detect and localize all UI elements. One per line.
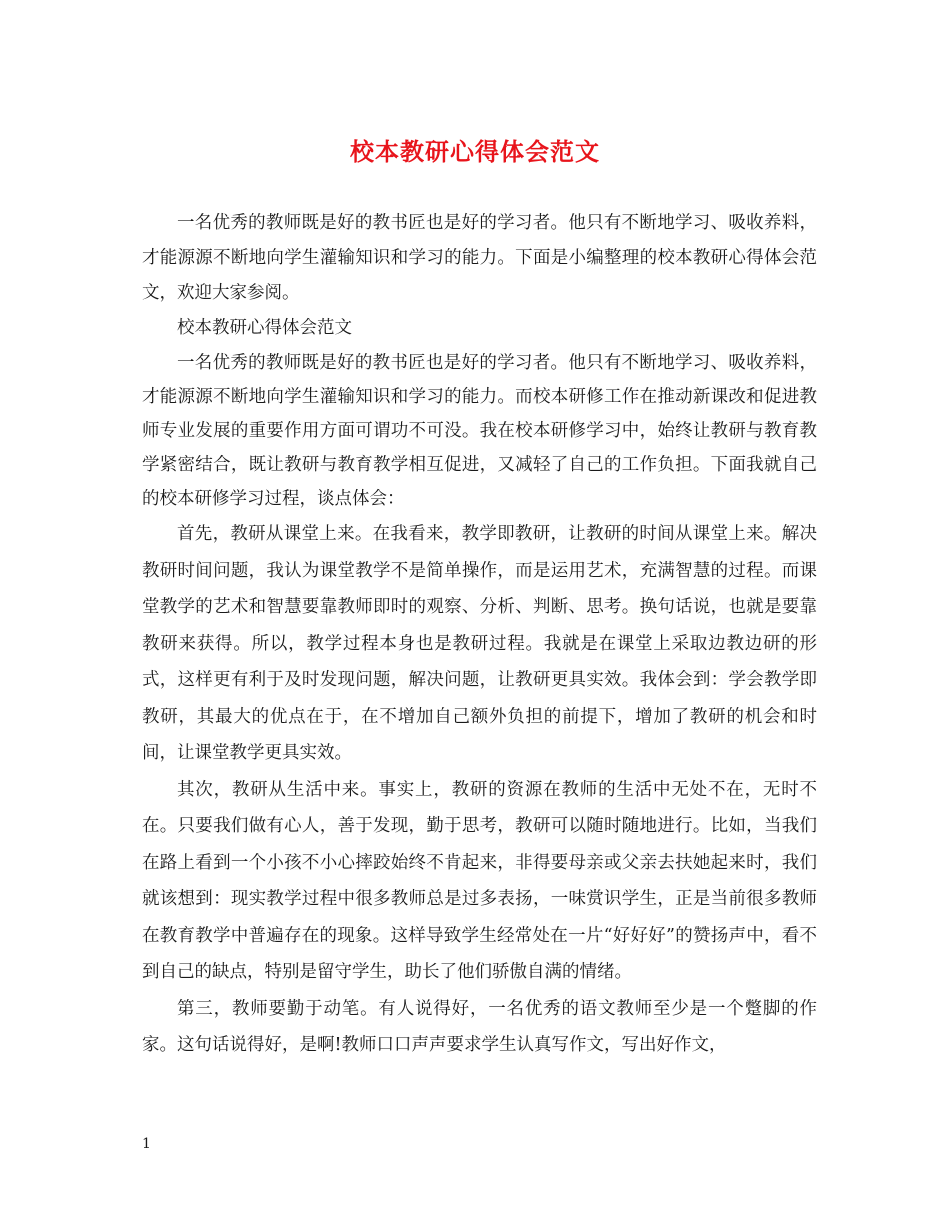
paragraph-second-point: 其次，教研从生活中来。事实上，教研的资源在教师的生活中无处不在，无时不在。只要我们做有心人，善于发现，勤于思考，教研可以随时随地进行。比如，当我们在路上看到一个小孩不小心摔跤始终不肯起来，非得要母亲或父亲去扶她起来时，我们就该想到：现实教学过程中很多教师总是过多表扬，一味赏识学生，正是当前很多教师在教育教学中普遍存在的现象。这样导致学生经常处在一片“好好好”的赞扬声中，看不到自己的缺点，特别是留守学生，助长了他们骄傲自满的情绪。: [142, 779, 817, 982]
paragraph-opening: 一名优秀的教师既是好的教书匠也是好的学习者。他只有不断地学习、吸收养料，才能源源不断地向学生灌输知识和学习的能力。而校本研修工作在推动新课改和促进教师专业发展的重要作用方面可谓功不可没。我在校本研修学习中，始终让教研与教育教学紧密结合，既让教研与教育教学相互促进，又减轻了自己的工作负担。下面我就自己的校本研修学习过程，谈点体会：: [142, 353, 817, 509]
document-body: [142, 206, 817, 1064]
paragraph-first-point: 首先，教研从课堂上来。在我看来，教学即教研，让教研的时间从课堂上来。解决教研时间问题，我认为课堂教学不是简单操作，而是运用艺术，充满智慧的过程。而课堂教学的艺术和智慧要靠教师即时的观察、分析、判断、思考。换句话说，也就是要靠教研来获得。所以，教学过程本身也是教研过程。我就是在课堂上采取边教边研的形式，这样更有利于及时发现问题，解决问题，让教研更具实效。我体会到：学会教学即教研，其最大的优点在于，在不增加自己额外负担的前提下，增加了教研的机会和时间，让课堂教学更具实效。: [142, 524, 817, 763]
paragraph-intro: 一名优秀的教师既是好的教书匠也是好的学习者。他只有不断地学习、吸收养料，才能源源不断地向学生灌输知识和学习的能力。下面是小编整理的校本教研心得体会范文，欢迎大家参阅。: [142, 213, 817, 303]
paragraph-subtitle: 校本教研心得体会范文: [177, 318, 352, 338]
page-number: 1: [142, 1136, 151, 1152]
document-title: 校本教研心得体会范文: [350, 137, 600, 166]
paragraph-third-point: 第三，教师要勤于动笔。有人说得好，一名优秀的语文教师至少是一个蹩脚的作家。这句话说得好，是啊!教师口口声声要求学生认真写作文，写出好作文，: [142, 998, 817, 1055]
